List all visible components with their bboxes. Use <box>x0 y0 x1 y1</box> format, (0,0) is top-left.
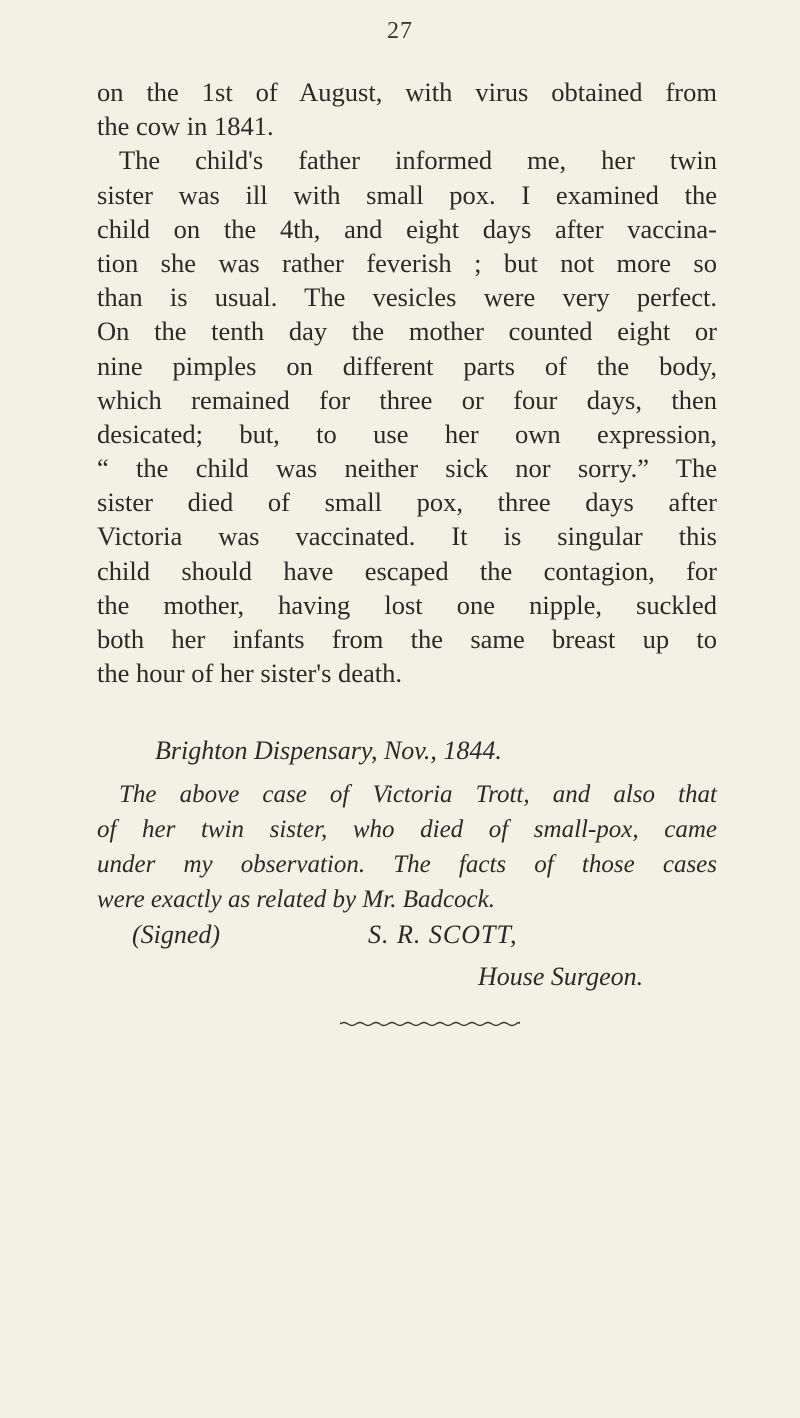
text-line: desicated; but, to use her own expression, <box>97 418 717 449</box>
signatory-title: House Surgeon. <box>478 962 644 991</box>
text-line: “ the child was neither sick nor sorry.” The <box>97 453 717 484</box>
text-line: the hour of her sister's death. <box>97 658 403 689</box>
text-line: than is usual. The vesicles were very perfect. <box>97 282 717 313</box>
text-line: both her infants from the same breast up to <box>97 624 717 654</box>
text-line: on the 1st of August, with virus obtained from <box>97 77 717 107</box>
text-line: nine pimples on different parts of the body, <box>97 350 717 381</box>
text-line: The child's father informed me, her twin <box>119 145 717 176</box>
page-number: 27 <box>387 18 413 44</box>
signature-row <box>0 920 800 956</box>
certification-line: of her twin sister, who died of small-pox, came <box>97 816 717 843</box>
text-line: child on the 4th, and eight days after vaccina- <box>97 213 717 244</box>
text-line: tion she was rather feverish ; but not more so <box>97 247 717 278</box>
certification-line: under my observation. The facts of those cases <box>97 851 717 878</box>
signed-label: (Signed) <box>132 920 221 949</box>
certification-line: The above case of Victoria Trott, and also that <box>119 781 717 808</box>
text-line: which remained for three or four days, then <box>97 384 717 415</box>
text-line: child should have escaped the contagion, for <box>97 555 717 586</box>
signatory-name: S. R. SCOTT, <box>368 920 518 949</box>
text-line: Victoria was vaccinated. It is singular this <box>97 521 717 552</box>
certification-text <box>97 777 717 917</box>
decorative-wavy-rule <box>340 1020 520 1028</box>
text-line: the cow in 1841. <box>97 111 274 142</box>
certification-line: were exactly as related by Mr. Badcock. <box>97 886 495 913</box>
case-report-text <box>97 75 717 690</box>
dateline: Brighton Dispensary, Nov., 1844. <box>155 736 502 765</box>
text-line: sister was ill with small pox. I examined the <box>97 179 717 210</box>
text-line: On the tenth day the mother counted eight or <box>97 316 717 347</box>
text-line: sister died of small pox, three days after <box>97 487 717 518</box>
text-line: the mother, having lost one nipple, suckled <box>97 589 717 620</box>
